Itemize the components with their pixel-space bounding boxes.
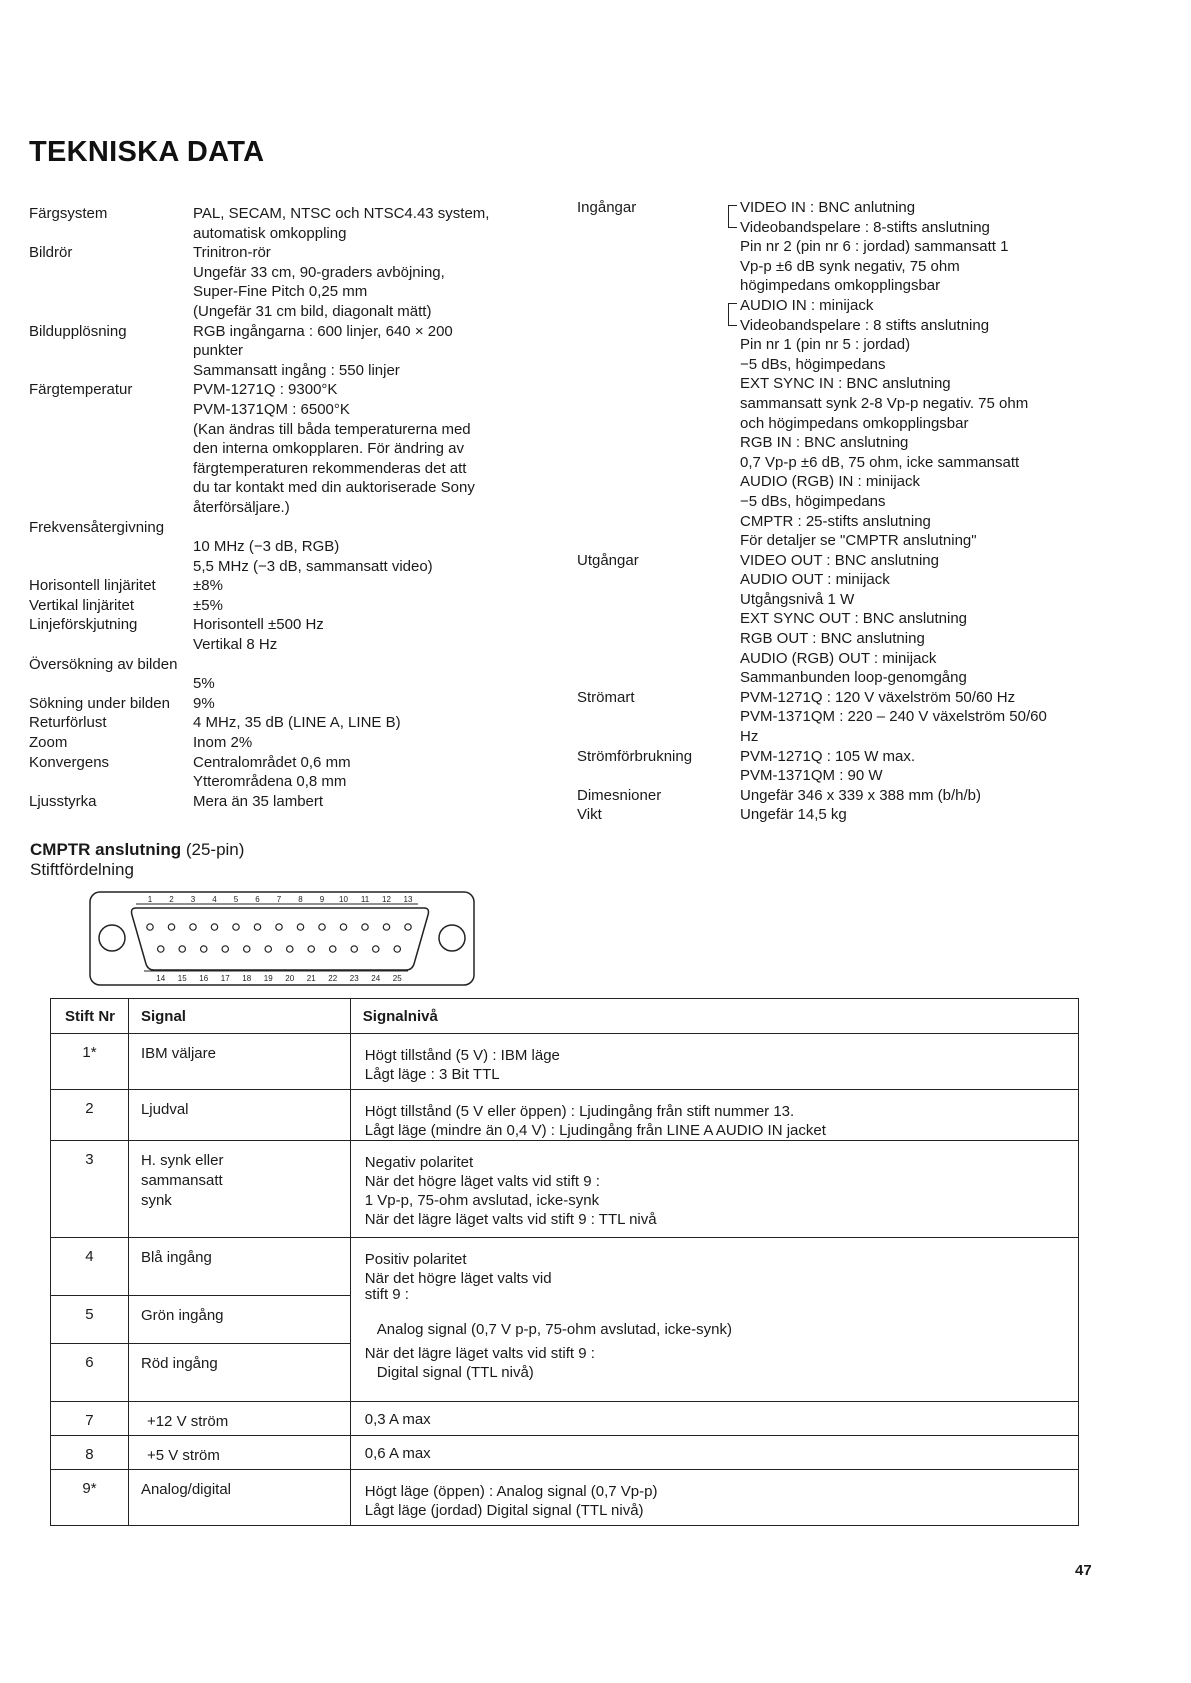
level-line: Lågt läge (jordad) Digital signal (TTL nivå) [364, 1502, 644, 1519]
spec-row [29, 537, 549, 576]
connector-pin-number: 10 [339, 895, 348, 904]
page-number: 47 [1075, 1562, 1092, 1579]
spec-row [29, 243, 549, 321]
spec-value-line: PAL, SECAM, NTSC och NTSC4.43 system, [193, 205, 490, 222]
spec-label: Strömart [577, 688, 635, 706]
spec-value-line: Horisontell ±500 Hz [193, 616, 324, 634]
spec-label: Bildupplösning [29, 322, 127, 340]
connector-pin-number: 21 [306, 974, 316, 983]
spec-row [29, 615, 549, 654]
spec-value-line: 0,7 Vp-p ±6 dB, 75 ohm, icke sammansatt [740, 453, 1020, 471]
table-row [51, 1238, 1079, 1296]
spec-label: Färgsystem [29, 205, 108, 222]
pin-number: 4 [51, 1238, 129, 1296]
level-line: 0,3 A max [364, 1411, 431, 1428]
spec-value-line: Hz [740, 728, 759, 746]
connector-pin-hole [211, 924, 217, 930]
spec-value-line: EXT SYNC IN : BNC anslutning [740, 375, 951, 393]
signal-cell [128, 1141, 350, 1238]
level-line: 0,6 A max [364, 1445, 431, 1462]
spec-value-line: VIDEO OUT : BNC anslutning [740, 551, 939, 569]
signal-line: Ljudval [140, 1101, 189, 1118]
level-cell [350, 1470, 1078, 1526]
connector-pin-hole [276, 924, 282, 930]
spec-value-line: ±5% [193, 596, 223, 614]
header-pin: Stift Nr [51, 999, 129, 1034]
spec-value-line: AUDIO OUT : minijack [740, 571, 890, 589]
pin-table [50, 998, 1079, 1526]
spec-label: Bildrör [29, 244, 73, 262]
connector-pin-hole [190, 924, 196, 930]
spec-value-line: Ytterområdena 0,8 mm [193, 773, 347, 791]
spec-values [193, 243, 549, 321]
spec-value-line: PVM-1371QM : 6500°K [193, 400, 350, 418]
table-row [51, 1436, 1079, 1470]
spec-value-line: ±8% [193, 577, 223, 595]
connector-pin-number: 18 [242, 974, 252, 983]
signal-cell [128, 1238, 350, 1296]
spec-value-line: Super-Fine Pitch 0,25 mm [193, 283, 368, 301]
connector-pin-hole [340, 924, 346, 930]
spec-label: Zoom [29, 734, 68, 752]
signal-line: Grön ingång [140, 1307, 224, 1324]
signal-line: +12 V ström [146, 1413, 229, 1430]
spec-value-line: EXT SYNC OUT : BNC anslutning [740, 610, 968, 628]
spec-values [193, 204, 549, 243]
pin-number: 6 [51, 1344, 129, 1402]
level-line: Lågt läge (mindre än 0,4 V) : Ljudingång från LINE A AUDIO IN jacket [364, 1122, 826, 1139]
spec-row [29, 380, 549, 517]
spec-values [193, 576, 549, 596]
pin-number: 3 [51, 1141, 129, 1238]
signal-line: Analog/digital [140, 1481, 232, 1498]
level-cell [350, 1034, 1078, 1090]
signal-cell [128, 1034, 350, 1090]
spec-value-line: 4 MHz, 35 dB (LINE A, LINE B) [193, 714, 401, 732]
page-title: TEKNISKA DATA [29, 136, 265, 168]
connector-pin-hole [308, 946, 314, 952]
connector-pin-hole [405, 924, 411, 930]
spec-value-line: RGB ingångarna : 600 linjer, 640 × 200 [193, 322, 453, 340]
spec-row [577, 805, 1137, 825]
pin-number: 9* [51, 1470, 129, 1526]
spec-values [740, 805, 1137, 825]
signal-cell [128, 1090, 350, 1141]
spec-row [29, 596, 549, 616]
spec-label: Vertikal linjäritet [29, 596, 135, 614]
signal-line: sammansatt [140, 1172, 223, 1189]
connector-pin-hole [362, 924, 368, 930]
pin-number: 1* [51, 1034, 129, 1090]
spec-label: Dimesnioner [577, 786, 662, 804]
connector-pin-hole [287, 946, 293, 952]
connector-pin-number: 24 [371, 974, 381, 983]
spec-value-line: Vertikal 8 Hz [193, 636, 278, 654]
spec-value-line: Pin nr 2 (pin nr 6 : jordad) sammansatt 1 [740, 238, 1009, 256]
connector-dsub-outline [132, 908, 429, 970]
pin-number: 8 [51, 1436, 129, 1470]
level-line: Positiv polaritet [364, 1251, 467, 1268]
spec-value-line: −5 dBs, högimpedans [740, 355, 886, 373]
signal-cell [128, 1344, 350, 1402]
signal-cell [128, 1402, 350, 1436]
cmptr-heading-rest: (25-pin) [181, 840, 245, 859]
spec-value-line: automatisk omkoppling [193, 224, 347, 242]
spec-label: Strömförbrukning [577, 747, 693, 765]
left-spec-list [29, 204, 549, 811]
spec-row [577, 551, 1137, 688]
mounting-hole-right [439, 925, 465, 951]
level-line: När det högre läget valts vid stift 9 : [364, 1173, 600, 1190]
spec-value-line: Mera än 35 lambert [193, 792, 324, 810]
spec-values [740, 747, 1137, 786]
spec-values [193, 753, 549, 792]
connector-pin-hole [179, 946, 185, 952]
spec-label: Ingångar [577, 199, 637, 216]
spec-values [740, 688, 1137, 747]
connector-pin-hole [244, 946, 250, 952]
spec-row [577, 747, 1137, 786]
spec-row [29, 322, 549, 381]
spec-values [193, 537, 549, 576]
spec-value-line: RGB IN : BNC anslutning [740, 434, 909, 452]
spec-label: Horisontell linjäritet [29, 577, 156, 595]
spec-value-line: Centralområdet 0,6 mm [193, 753, 351, 771]
level-line: Negativ polaritet [364, 1154, 474, 1171]
connector-pin-number: 25 [392, 974, 402, 983]
spec-value-line: (Ungefär 31 cm bild, diagonalt mätt) [193, 302, 432, 320]
connector-pin-number: 8 [298, 895, 303, 904]
pin-number: 7 [51, 1402, 129, 1436]
spec-value-line: Trinitron-rör [193, 244, 271, 262]
signal-cell [128, 1296, 350, 1344]
spec-value-line: 9% [193, 694, 215, 712]
spec-value-line: 5,5 MHz (−3 dB, sammansatt video) [193, 557, 433, 575]
connector-pin-number: 12 [382, 895, 391, 904]
spec-label: Färgtemperatur [29, 381, 133, 399]
connector-pin-number: 14 [156, 974, 166, 983]
connector-pin-hole [383, 924, 389, 930]
spec-label: Frekvensåtergivning [29, 518, 165, 536]
spec-row [29, 694, 549, 714]
level-line: När det lägre läget valts vid stift 9 : TTL nivå [364, 1211, 657, 1228]
connector-pin-hole [254, 924, 260, 930]
connector-pin-number: 20 [285, 974, 295, 983]
spec-value-line: PVM-1371QM : 220 – 240 V växelström 50/60 [740, 708, 1047, 726]
connector-pin-number: 19 [263, 974, 273, 983]
level-line: Högt tillstånd (5 V eller öppen) : Ljudingång från stift nummer 13. [364, 1103, 795, 1120]
connector-pin-number: 1 [147, 895, 153, 904]
spec-value-line: RGB OUT : BNC anslutning [740, 630, 925, 648]
spec-values [193, 713, 549, 733]
connector-pin-number: 7 [276, 895, 282, 904]
level-line: När det högre läget valts vid [364, 1270, 552, 1287]
table-row [51, 1402, 1079, 1436]
spec-row [29, 204, 549, 243]
spec-values [740, 786, 1137, 806]
spec-value-line: den interna omkopplaren. För ändring av [193, 440, 464, 458]
signal-cell [128, 1470, 350, 1526]
spec-label: Vikt [577, 806, 602, 824]
spec-value-line: AUDIO IN : minijack [740, 296, 1137, 316]
table-row [51, 1090, 1079, 1141]
spec-values [193, 322, 549, 381]
spec-values [193, 596, 549, 616]
connector-pin-hole [297, 924, 303, 930]
signal-line: Blå ingång [140, 1249, 212, 1266]
spec-value-line: Videobandspelare : 8 stifts anslutning [740, 316, 990, 334]
connector-pin-number: 9 [319, 895, 325, 904]
spec-values [193, 792, 549, 812]
spec-value-line: CMPTR : 25-stifts anslutning [740, 512, 931, 530]
connector-pin-number: 22 [328, 974, 338, 983]
spec-value-line: Sammanbunden loop-genomgång [740, 669, 967, 687]
signal-line: Röd ingång [140, 1355, 218, 1372]
spec-value-line: återförsäljare.) [193, 498, 290, 516]
connector-pin-hole [158, 946, 164, 952]
right-spec-list [577, 198, 1137, 825]
connector-pin-hole [330, 946, 336, 952]
connector-pin-hole [222, 946, 228, 952]
connector-pin-number: 15 [177, 974, 187, 983]
level-line: Högt läge (öppen) : Analog signal (0,7 Vp-p) [364, 1483, 658, 1500]
spec-row [29, 713, 549, 733]
spec-label: Konvergens [29, 753, 110, 771]
connector-pin-number: 13 [403, 895, 413, 904]
spec-values [740, 198, 1137, 551]
level-cell [350, 1090, 1078, 1141]
connector-diagram [88, 890, 478, 990]
spec-row [577, 688, 1137, 747]
connector-pin-hole [201, 946, 207, 952]
connector-pin-hole [168, 924, 174, 930]
table-row [51, 1034, 1079, 1090]
spec-value-line: AUDIO (RGB) IN : minijack [740, 473, 921, 491]
level-cell [350, 1402, 1078, 1436]
level-cell [350, 1436, 1078, 1470]
level-cell [350, 1141, 1078, 1238]
level-line: 1 Vp-p, 75-ohm avslutad, icke-synk [364, 1192, 600, 1209]
spec-value-line: AUDIO (RGB) OUT : minijack [740, 649, 937, 667]
signal-line: +5 V ström [146, 1447, 220, 1464]
spec-row [29, 733, 549, 753]
spec-label [29, 537, 193, 576]
header-signal: Signal [128, 999, 350, 1034]
spec-label: Översökning av bilden [29, 655, 178, 673]
connector-pin-number: 3 [190, 895, 196, 904]
rgb-level-cell [350, 1238, 1078, 1402]
spec-label [29, 674, 193, 694]
cmptr-heading-bold: CMPTR anslutning [30, 840, 182, 859]
connector-pin-number: 4 [212, 895, 217, 904]
spec-value-line: punkter [193, 342, 244, 360]
table-row [51, 1470, 1079, 1526]
spec-value-line: För detaljer se "CMPTR anslutning" [740, 532, 977, 550]
spec-value-line: −5 dBs, högimpedans [740, 492, 886, 510]
connector-pin-hole [319, 924, 325, 930]
cmptr-subheading: Stiftfördelning [30, 860, 134, 879]
connector-pin-hole [351, 946, 357, 952]
spec-value-line: VIDEO IN : BNC anlutning [740, 198, 1137, 218]
spec-value-line: Ungefär 346 x 339 x 388 mm (b/h/b) [740, 786, 981, 804]
spec-value-line: 5% [193, 675, 215, 693]
spec-values [193, 615, 549, 654]
spec-value-line: färgtemperaturen rekommenderas det att [193, 459, 467, 477]
pin-number: 5 [51, 1296, 129, 1344]
connector-pin-hole [373, 946, 379, 952]
spec-value-line: sammansatt synk 2-8 Vp-p negativ. 75 ohm [740, 394, 1029, 412]
spec-value-line: Utgångsnivå 1 W [740, 590, 855, 608]
spec-row [29, 576, 549, 596]
spec-value-line: Videobandspelare : 8-stifts anslutning [740, 218, 990, 236]
spec-label: Sökning under bilden [29, 694, 170, 712]
connector-pin-number: 6 [255, 895, 260, 904]
spec-label: Returförlust [29, 714, 107, 732]
spec-values [193, 733, 549, 753]
spec-label: Utgångar [577, 551, 639, 569]
spec-values [193, 674, 549, 694]
spec-value-line: Vp-p ±6 dB synk negativ, 75 ohm [740, 257, 960, 275]
signal-line: synk [140, 1192, 172, 1209]
spec-values [193, 380, 549, 517]
connector-pin-number: 2 [169, 895, 174, 904]
spec-value-line: PVM-1271Q : 105 W max. [740, 747, 916, 765]
connector-pin-hole [394, 946, 400, 952]
level-line: stift 9 : [364, 1286, 409, 1303]
spec-label: Ljusstyrka [29, 792, 97, 810]
spec-values [740, 551, 1137, 688]
spec-row [29, 753, 549, 792]
level-line: När det lägre läget valts vid stift 9 : [364, 1345, 595, 1362]
spec-value-line: du tar kontakt med din auktoriserade Sony [193, 479, 475, 497]
spec-value-line: Inom 2% [193, 734, 253, 752]
connector-pin-number: 5 [233, 895, 239, 904]
connector-pin-number: 17 [220, 974, 230, 983]
level-line: Digital signal (TTL nivå) [376, 1364, 534, 1381]
spec-value-line: högimpedans omkopplingsbar [740, 277, 941, 295]
cmptr-heading [30, 840, 244, 860]
connector-pin-hole [265, 946, 271, 952]
level-line: Högt tillstånd (5 V) : IBM läge [364, 1047, 560, 1064]
spec-value-line: PVM-1371QM : 90 W [740, 767, 883, 785]
signal-line: IBM väljare [140, 1045, 216, 1062]
spec-value-line: (Kan ändras till båda temperaturerna med [193, 420, 471, 438]
spec-row [29, 792, 549, 812]
spec-value-line: Ungefär 14,5 kg [740, 806, 847, 824]
spec-row [29, 674, 549, 694]
spec-row [577, 198, 1137, 551]
spec-value-line: 10 MHz (−3 dB, RGB) [193, 538, 340, 556]
spec-value-line: Pin nr 1 (pin nr 5 : jordad) [740, 336, 911, 354]
level-line: Lågt läge : 3 Bit TTL [364, 1066, 500, 1083]
pin-number: 2 [51, 1090, 129, 1141]
table-row [51, 1141, 1079, 1238]
connector-pin-number: 16 [199, 974, 209, 983]
spec-label: Linjeförskjutning [29, 616, 138, 634]
connector-pin-hole [233, 924, 239, 930]
spec-row [577, 786, 1137, 806]
spec-value-line: och högimpedans omkopplingsbar [740, 414, 969, 432]
spec-value-line: PVM-1271Q : 120 V växelström 50/60 Hz [740, 688, 1016, 706]
pin-table-header [51, 999, 1079, 1034]
spec-value-line: Sammansatt ingång : 550 linjer [193, 361, 400, 379]
spec-values [193, 694, 549, 714]
spec-value-line: PVM-1271Q : 9300°K [193, 381, 338, 399]
connector-pin-hole [147, 924, 153, 930]
mounting-hole-left [99, 925, 125, 951]
connector-pin-number: 11 [360, 895, 370, 904]
level-line: Analog signal (0,7 V p-p, 75-ohm avslutad, icke-synk) [376, 1321, 732, 1338]
connector-pin-number: 23 [349, 974, 359, 983]
header-level: Signalnivå [350, 999, 1078, 1034]
signal-cell [128, 1436, 350, 1470]
signal-line: H. synk eller [140, 1152, 224, 1169]
spec-value-line: Ungefär 33 cm, 90-graders avböjning, [193, 263, 445, 281]
